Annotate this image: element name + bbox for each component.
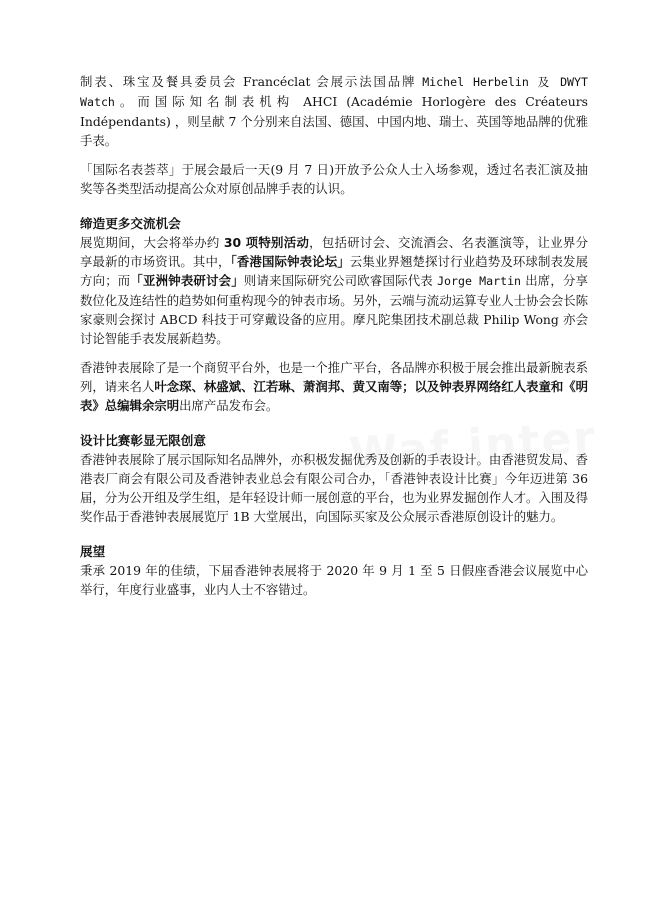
text: 。而国际知名制表机构 AHCI (Académie Horlogère des Créateurs Indépendants) ，则呈献 7 个分别来自法国、德国、中国内地、瑞士、英国等地品牌的优雅手表。: [80, 94, 588, 148]
text: 出席，分享数位化及连结性的趋势如何重构现今的钟表市场。另外，云端与流动运算专业人士协会会长陈家豪则会探讨 ABCD 科技于可穿戴设备的应用。摩凡陀集团技术副总裁 Philip Wong 亦会讨论智能手表发展新趋势。: [80, 273, 589, 346]
text: 云集业界翘楚探讨行业趋势及环球制表发展方向；而: [80, 254, 588, 288]
section-heading-design-competition: 设计比赛彰显无限创意: [80, 433, 206, 448]
text: 展览期间，大会将举办约: [80, 235, 224, 250]
text-bold-seminar: 「亚洲钟表研讨会」: [130, 273, 244, 288]
paragraph-design-competition: 香港钟表展除了展示国际知名品牌外，亦积极发掘优秀及创新的手表设计。由香港贸发局、香港表厂商会有限公司及香港钟表业总会有限公司合办，「香港钟表设计比赛」今年迈进第 36 届，分为公开组及学生组，是年轻设计师一展创意的平台，也为业界发掘创作人才。入围及得奖作品于香港钟表展展览厅 1B 大堂展出，向国际买家及公众展示香港原创设计的魅力。: [80, 452, 589, 524]
text-speaker-name: Jorge Martin: [437, 274, 522, 288]
text: 则请来国际研究公司欧睿国际代表: [243, 273, 438, 288]
paragraph-events: [80, 233, 588, 348]
paragraph-celebrities: [80, 358, 588, 415]
paragraph-public-day: 「国际名表荟萃」于展会最后一天(9 月 7 日)开放予公众人士入场参观，透过名表汇演及抽奖等各类型活动提高公众对原创品牌手表的认识。: [80, 162, 588, 196]
paragraph-outlook: 秉承 2019 年的佳绩，下届香港钟表展将于 2020 年 9 月 1 至 5 日假座香港会议展览中心举行，年度行业盛事，业内人士不容错过。: [80, 563, 588, 597]
paragraph-exhibitors: [80, 72, 588, 150]
text: 香港钟表展除了是一个商贸平台外，也是一个推广平台，各品牌亦积极于展会推出最新腕表系列，请来名人: [80, 360, 589, 394]
text-bold: 30 项特别活动: [223, 235, 310, 250]
text-brand-names: Michel Herbelin 及 DWYT Watch: [80, 75, 588, 109]
text-bold-forum: 「香港国际钟表论坛」: [230, 254, 350, 269]
section-heading-outlook: 展望: [80, 544, 106, 559]
text: 制表、珠宝及餐具委员会 Francéclat 会展示法国品牌: [80, 74, 423, 89]
section-heading-networking: 缔造更多交流机会: [80, 216, 181, 231]
text: ，包括研讨会、交流酒会、名表滙演等，让业界分享最新的市场资讯。其中，: [80, 235, 589, 269]
text-bold-celebrities: 叶念琛、林盛斌、江若琳、萧润邦、黄又南等；以及钟表界网络红人表童和《明表》总编辑余宗明: [80, 379, 589, 413]
text: 出席产品发布会。: [179, 398, 279, 413]
